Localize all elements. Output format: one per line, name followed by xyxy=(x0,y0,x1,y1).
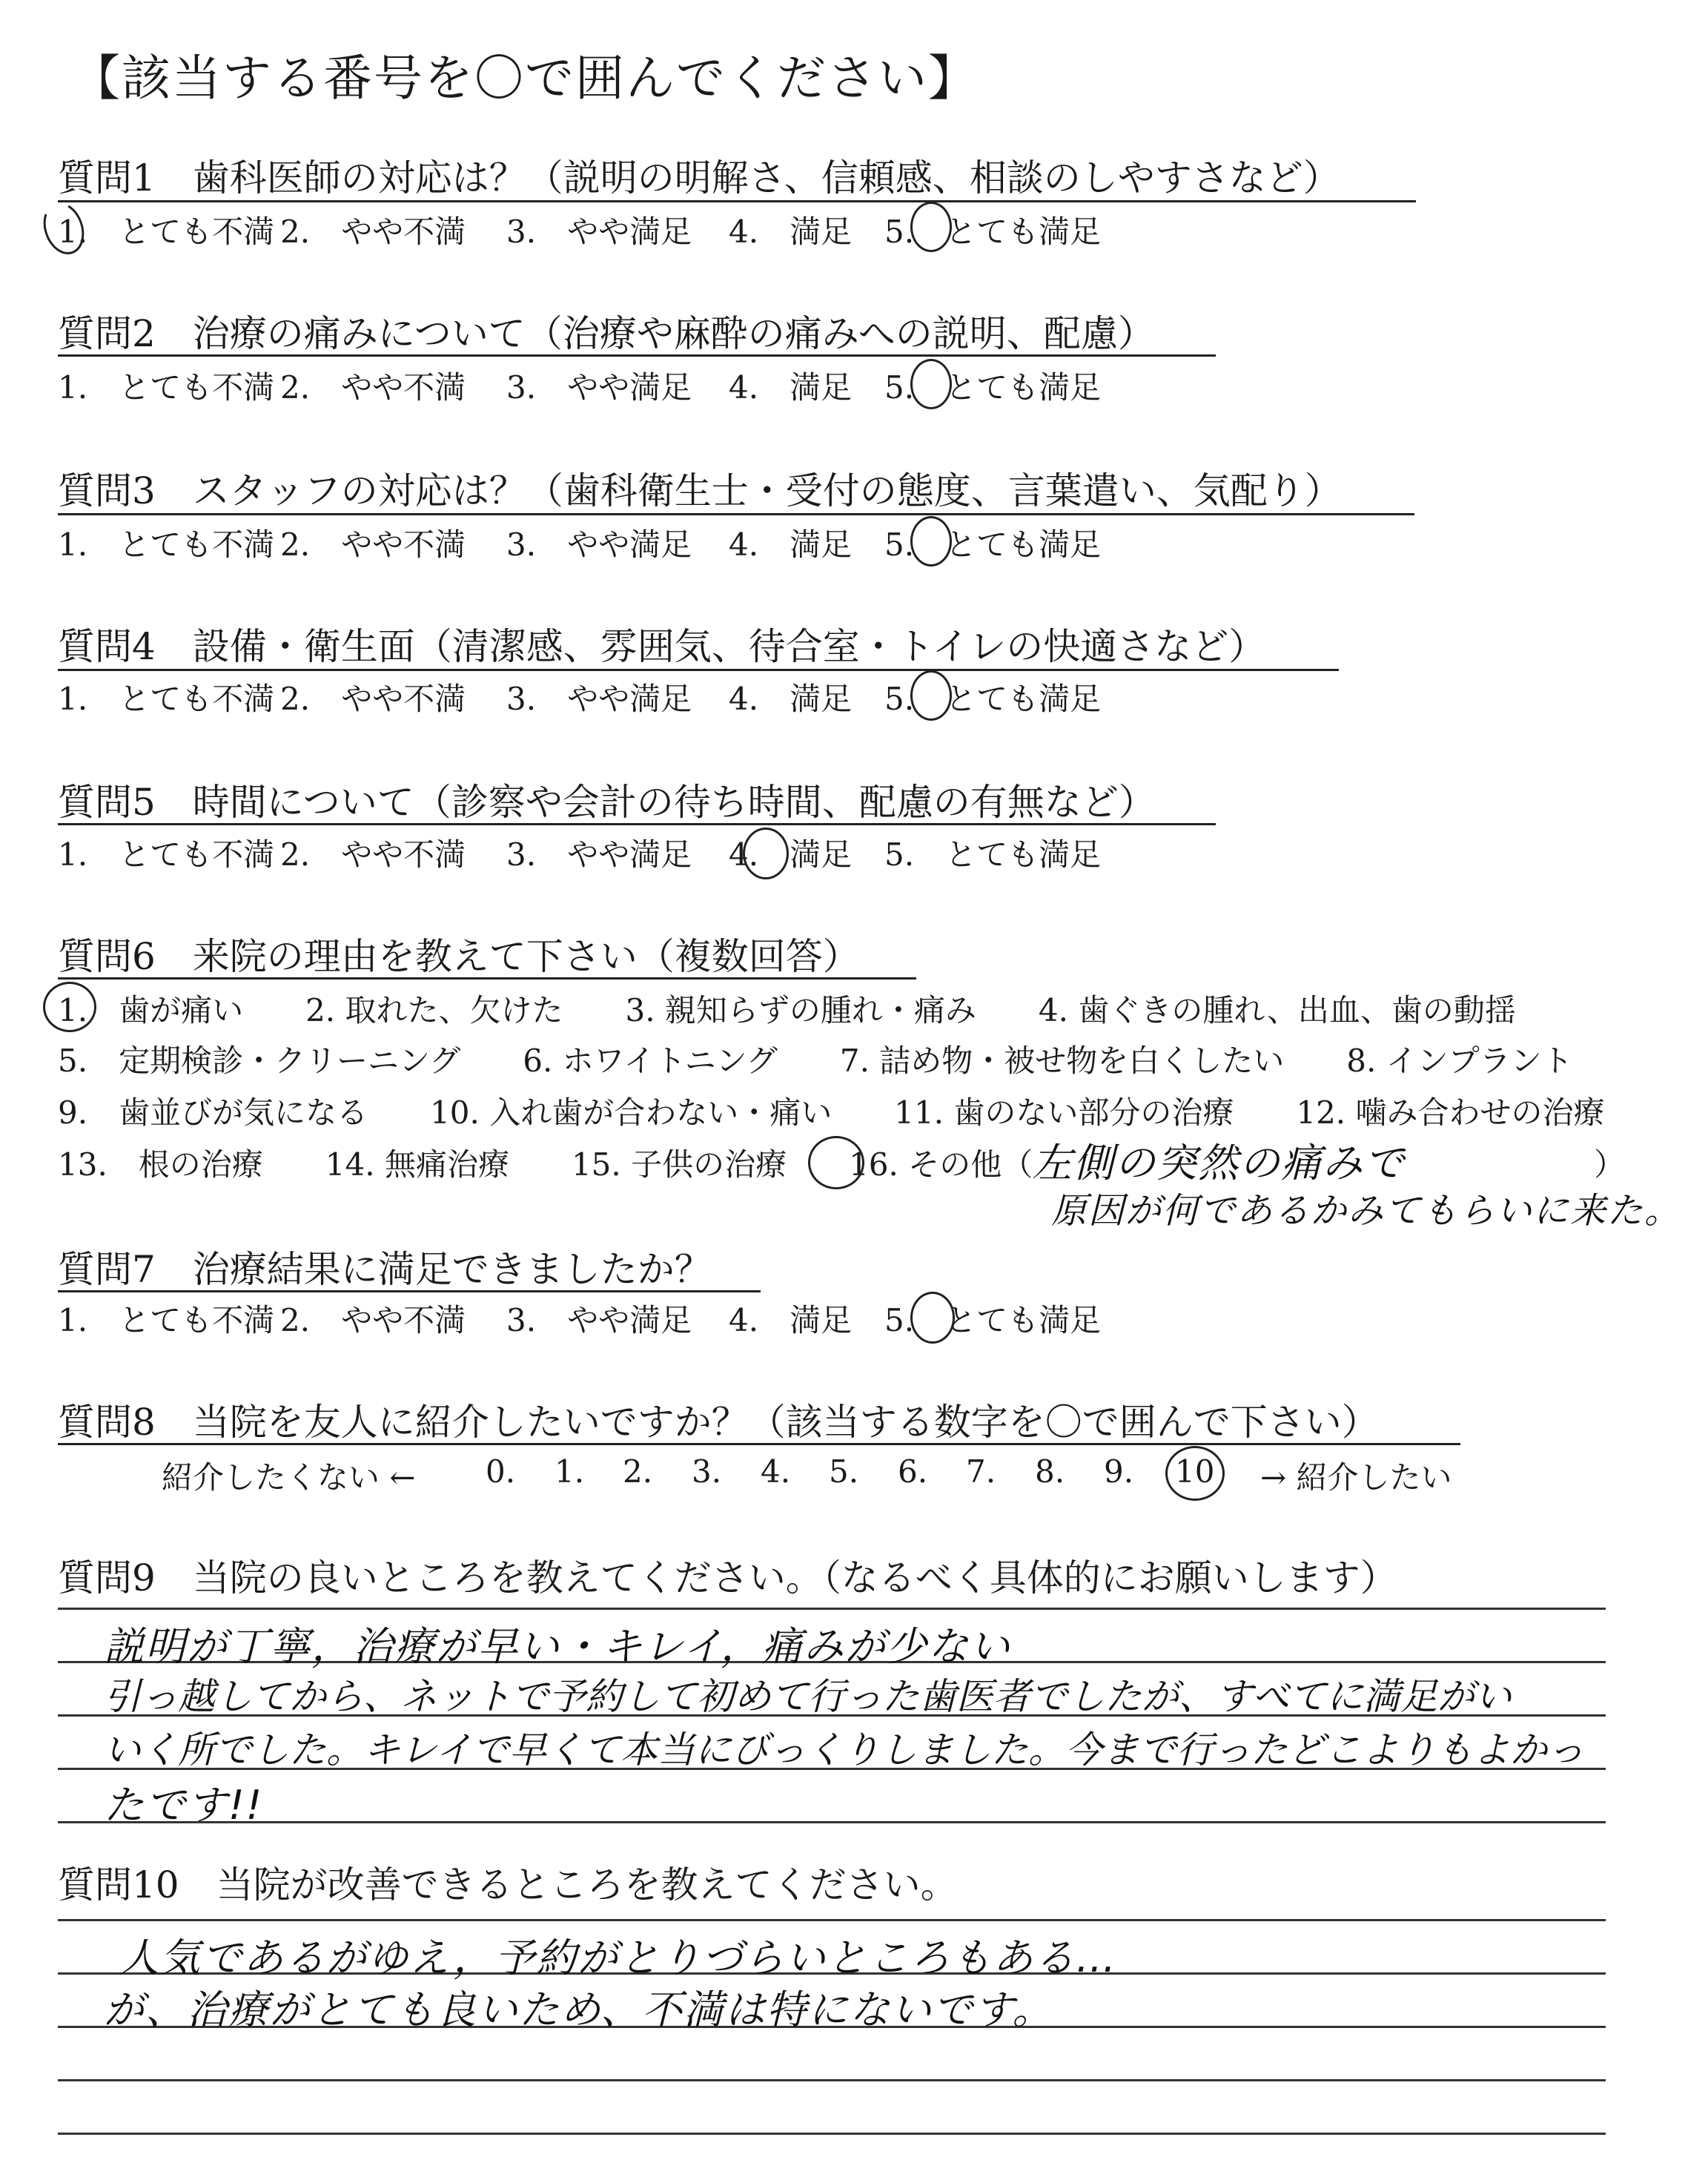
question-4-underline xyxy=(58,669,1339,671)
question-6-row-2[interactable]: 5. 定期検診・クリーニング 6. ホワイトニング 7. 詰め物・被せ物を白くしたい 8. インプラント xyxy=(58,1043,1573,1079)
question-2-label: 質問2 治療の痛みについて（治療や麻酔の痛みへの説明、配慮） xyxy=(58,312,1155,355)
option-4[interactable]: 4. 満足 xyxy=(729,369,853,406)
recommend-number[interactable]: 4. xyxy=(761,1453,791,1490)
question-3-label: 質問3 スタッフの対応は？（歯科衛生士・受付の態度、言葉遣い、気配り） xyxy=(58,469,1342,512)
answer-rule xyxy=(58,2079,1606,2081)
option-1[interactable]: 1. とても不満 xyxy=(58,214,275,250)
question-6-label: 質問6 来院の理由を教えて下さい（複数回答） xyxy=(58,935,860,978)
question-1-underline xyxy=(58,200,1416,202)
question-10-label: 質問10 当院が改善できるところを教えてください。 xyxy=(58,1863,958,1906)
option-1[interactable]: 1. とても不満 xyxy=(58,681,275,717)
q9-answer-line-4: たです!! xyxy=(104,1782,264,1829)
question-1-label: 質問1 歯科医師の対応は？（説明の明解さ、信頼感、相談のしやすさなど） xyxy=(58,156,1340,199)
option-5[interactable]: 5. とても満足 xyxy=(884,836,1102,873)
option-5[interactable]: 5. とても満足 xyxy=(884,526,1102,563)
recommend-number[interactable]: 1. xyxy=(555,1453,585,1490)
other-answer-handwriting-1: 左側の突然の痛みで xyxy=(1032,1140,1406,1186)
recommend-number[interactable]: 3. xyxy=(692,1453,722,1490)
option-1[interactable]: 1. とても不満 xyxy=(58,526,275,563)
recommend-number[interactable]: 5. xyxy=(829,1453,859,1490)
option-2[interactable]: 2. やや不満 xyxy=(280,369,466,406)
selected-circle-q4 xyxy=(910,670,952,721)
question-6-row-3[interactable]: 9. 歯並びが気になる 10. 入れ歯が合わない・痛い 11. 歯のない部分の治療 12. 噛み合わせの治療 xyxy=(58,1094,1605,1131)
option-2[interactable]: 2. やや不満 xyxy=(280,526,466,563)
option-2[interactable]: 2. やや不満 xyxy=(280,214,466,250)
recommend-scale-left-label: 紹介したくない ← xyxy=(162,1459,416,1496)
option-3[interactable]: 3. やや満足 xyxy=(506,369,692,406)
recommend-number[interactable]: 6. xyxy=(898,1453,928,1490)
option-4[interactable]: 4. 満足 xyxy=(729,681,853,717)
question-6-row-4[interactable]: 13. 根の治療 14. 無痛治療 15. 子供の治療 16. その他（ xyxy=(58,1146,1033,1183)
option-4[interactable]: 4. 満足 xyxy=(729,214,853,250)
option-4[interactable]: 4. 満足 xyxy=(729,1302,853,1338)
question-3-underline xyxy=(58,513,1414,515)
option-1[interactable]: 1. とても不満 xyxy=(58,1302,275,1338)
selected-circle-q5 xyxy=(743,828,789,879)
selected-circle-q1 xyxy=(910,202,952,252)
selected-circle-q7 xyxy=(910,1292,955,1344)
recommend-scale-right-label: → 紹介したい xyxy=(1260,1459,1452,1496)
question-9-label: 質問9 当院の良いところを教えてください。（なるべく具体的にお願いします） xyxy=(58,1556,1397,1599)
q10-answer-line-1: 人気であるがゆえ，予約がとりづらいところもある… xyxy=(119,1935,1118,1981)
selected-circle-q6-16 xyxy=(808,1136,864,1189)
recommend-number[interactable]: 0. xyxy=(486,1453,516,1490)
question-2-underline xyxy=(58,354,1216,357)
question-5-label: 質問5 時間について（診察や会計の待ち時間、配慮の有無など） xyxy=(58,781,1156,824)
option-4[interactable]: 4. 満足 xyxy=(729,526,853,563)
q9-answer-line-3: いく所でした。キレイで早くて本当にびっくりしました。今まで行ったどこよりもよかっ xyxy=(104,1728,1584,1771)
page-title: 【該当する番号を〇で囲んでください】 xyxy=(71,50,979,107)
option-5[interactable]: 5. とても満足 xyxy=(884,1302,1102,1338)
other-close-paren: ） xyxy=(1594,1146,1626,1183)
answer-rule xyxy=(58,2133,1606,2135)
q9-answer-line-2: 引っ越してから、ネットで予約して初めて行った歯医者でしたが、すべてに満足がい xyxy=(104,1675,1512,1718)
recommend-number[interactable]: 7. xyxy=(966,1453,996,1490)
selected-circle-q3 xyxy=(910,516,952,567)
recommend-number[interactable]: 8. xyxy=(1035,1453,1065,1490)
option-3[interactable]: 3. やや満足 xyxy=(506,836,692,873)
recommend-number[interactable]: 2. xyxy=(623,1453,653,1490)
answer-rule xyxy=(58,1608,1606,1610)
question-5-underline xyxy=(58,823,1216,825)
q9-answer-line-1: 説明が丁寧，治療が早い・キレイ，痛みが少ない xyxy=(104,1623,1011,1670)
question-8-label: 質問8 当院を友人に紹介したいですか？（該当する数字を〇で囲んで下さい） xyxy=(58,1401,1379,1444)
recommend-number[interactable]: 9. xyxy=(1104,1453,1134,1490)
option-3[interactable]: 3. やや満足 xyxy=(506,214,692,250)
option-3[interactable]: 3. やや満足 xyxy=(506,1302,692,1338)
answer-rule xyxy=(58,1821,1606,1823)
option-1[interactable]: 1. とても不満 xyxy=(58,369,275,406)
question-8-underline xyxy=(58,1443,1460,1445)
question-5-options xyxy=(58,830,1101,875)
option-2[interactable]: 2. やや不満 xyxy=(280,681,466,717)
option-2[interactable]: 2. やや不満 xyxy=(280,836,466,873)
q10-answer-line-2: が、治療がとても良いため、不満は特にないです。 xyxy=(104,1986,1054,2033)
selected-circle-q6-1 xyxy=(43,982,96,1032)
option-4[interactable]: 4. 満足 xyxy=(729,836,853,873)
option-2[interactable]: 2. やや不満 xyxy=(280,1302,466,1338)
other-answer-handwriting-2: 原因が何であるかみてもらいに来た。 xyxy=(1051,1190,1682,1232)
question-4-label: 質問4 設備・衛生面（清潔感、雰囲気、待合室・トイレの快適さなど） xyxy=(58,625,1266,668)
selected-circle-q2 xyxy=(910,359,952,409)
selected-circle-q8 xyxy=(1165,1446,1225,1501)
option-1[interactable]: 1. とても不満 xyxy=(58,836,275,873)
option-3[interactable]: 3. やや満足 xyxy=(506,681,692,717)
option-5[interactable]: 5. とても満足 xyxy=(884,681,1102,717)
option-5[interactable]: 5. とても満足 xyxy=(884,214,1102,250)
answer-rule xyxy=(58,1919,1606,1921)
recommend-number[interactable]: 10 xyxy=(1175,1453,1215,1490)
question-6-row-1[interactable]: 1. 歯が痛い 2. 取れた、欠けた 3. 親知らずの腫れ・痛み 4. 歯ぐきの腫れ、出血、歯の動揺 xyxy=(58,992,1516,1028)
option-5[interactable]: 5. とても満足 xyxy=(884,369,1102,406)
option-3[interactable]: 3. やや満足 xyxy=(506,526,692,563)
question-7-underline xyxy=(58,1290,761,1292)
question-6-underline xyxy=(58,977,916,980)
question-7-label: 質問7 治療結果に満足できましたか？ xyxy=(58,1248,712,1291)
